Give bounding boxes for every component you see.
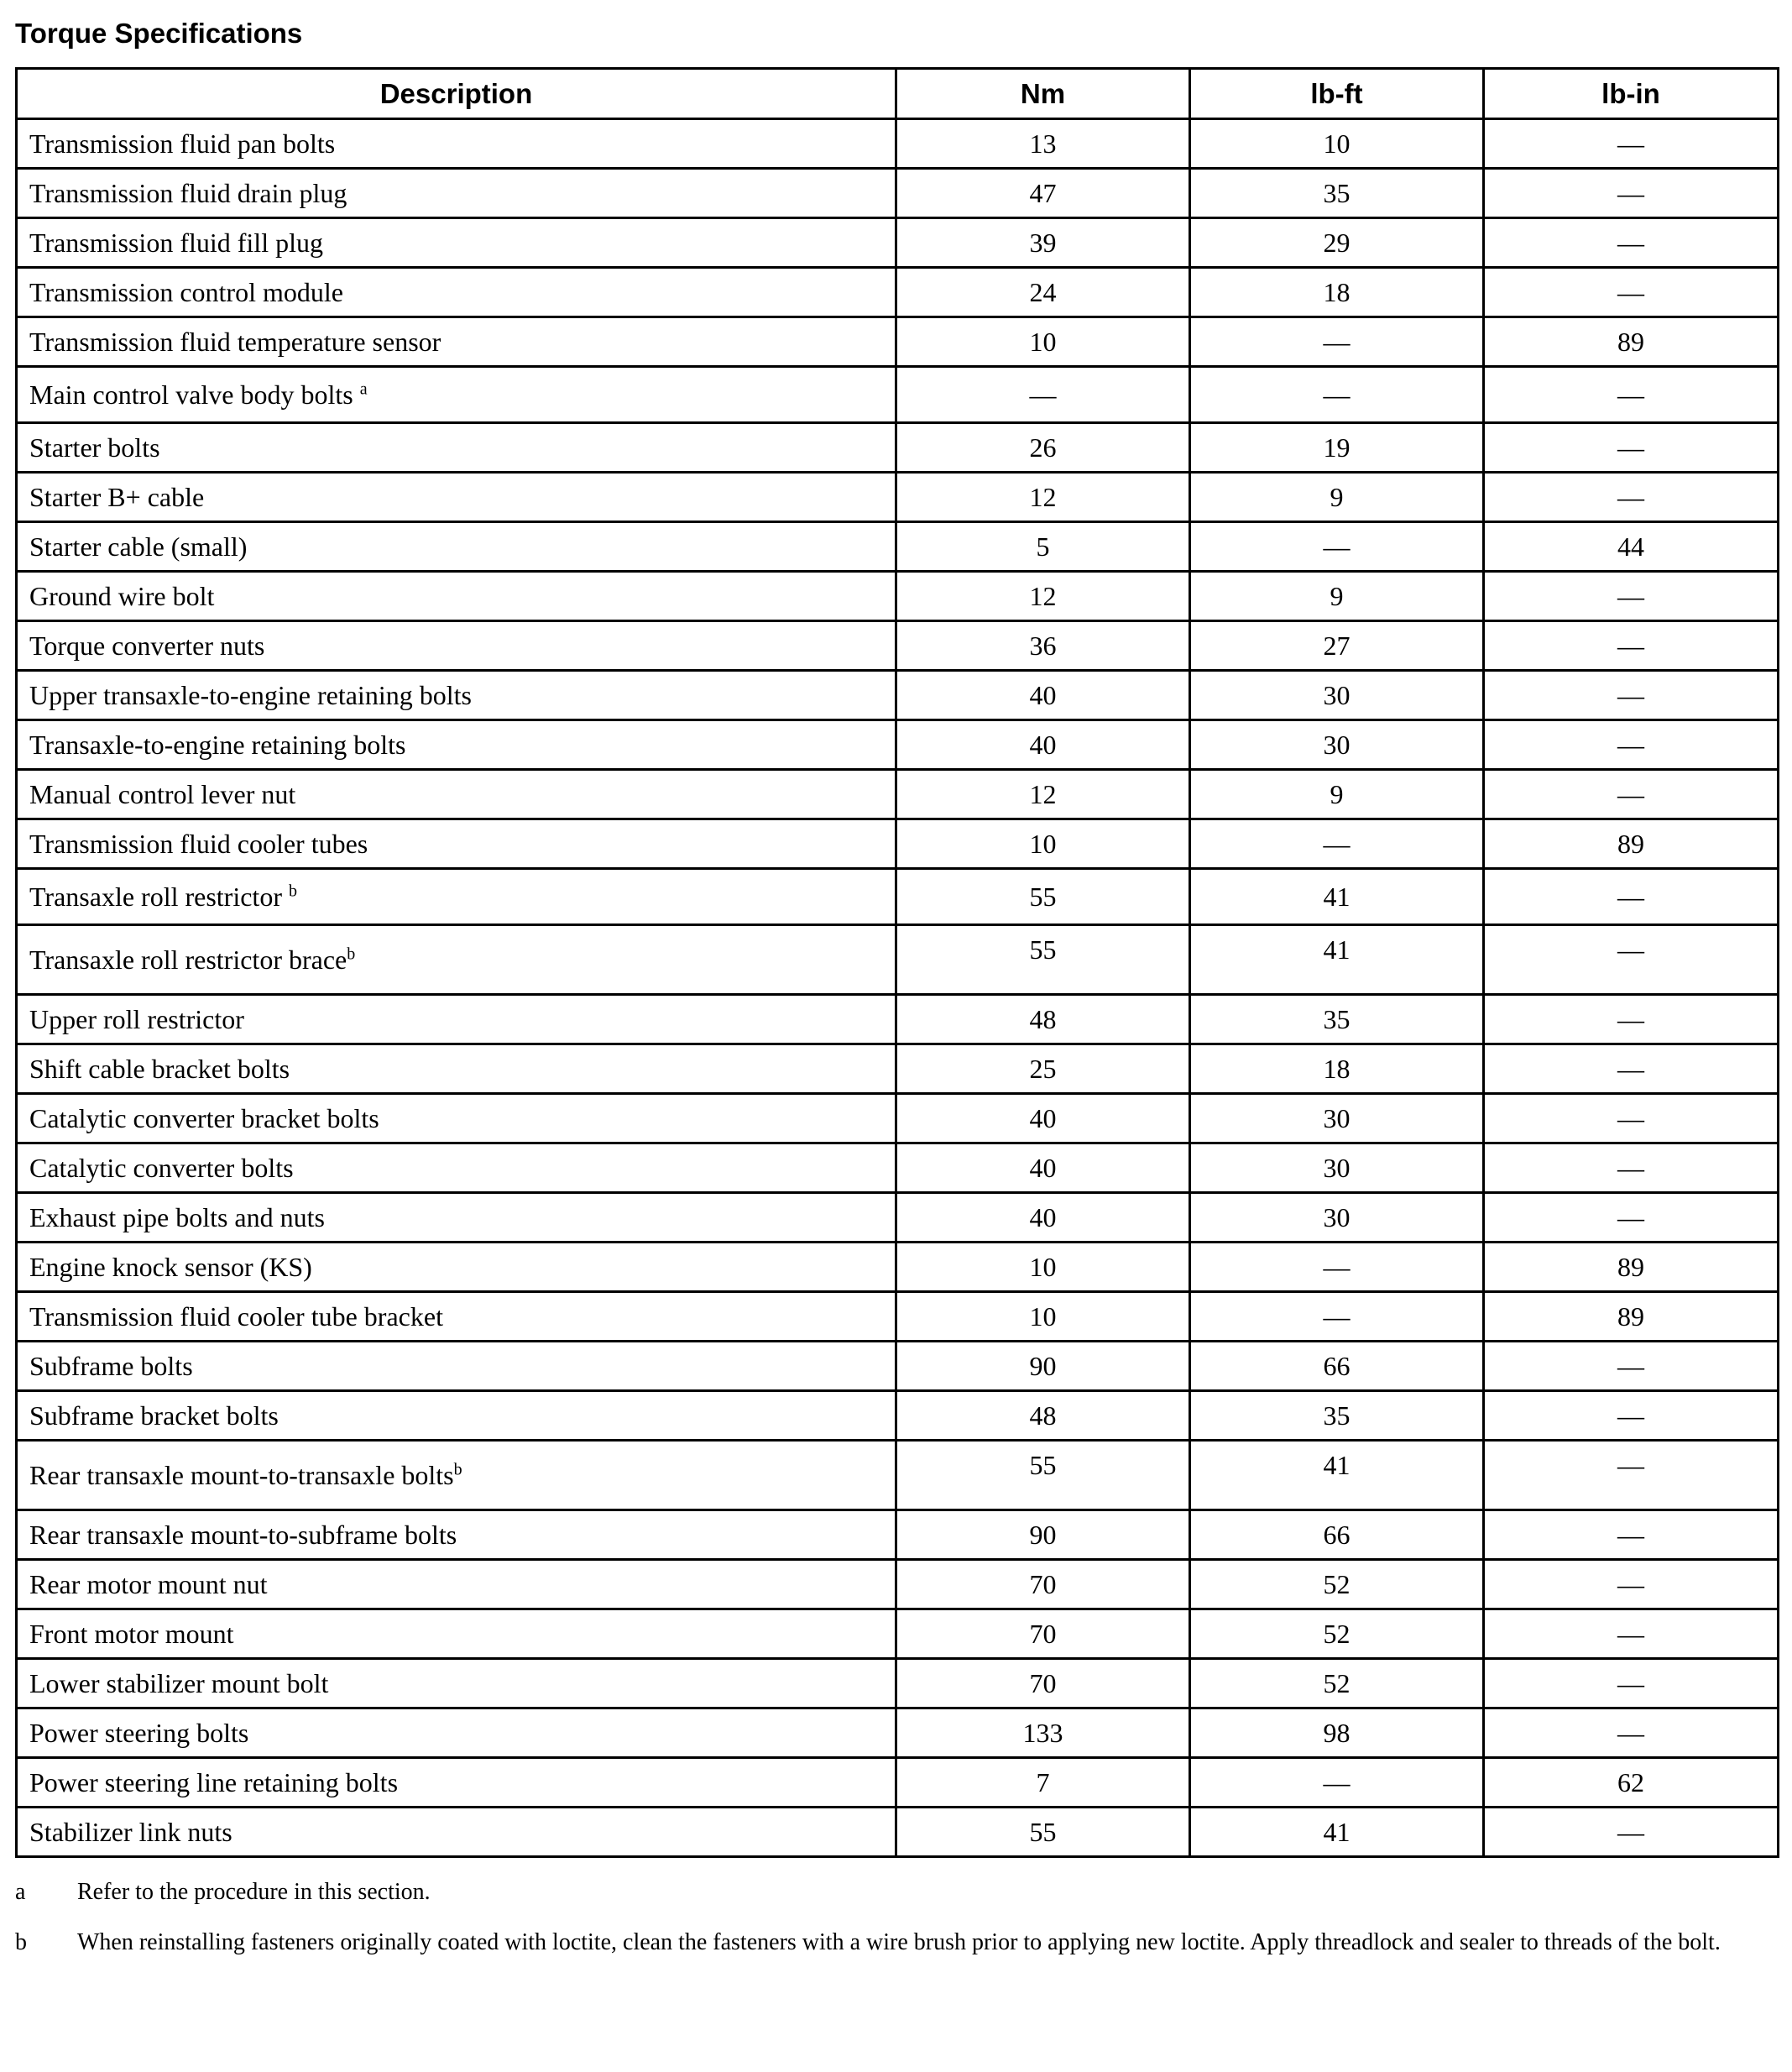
cell-description	[17, 317, 896, 367]
cell-description	[17, 869, 896, 925]
description-text: Transmission fluid cooler tubes	[29, 828, 368, 859]
cell-nm: 40	[896, 1193, 1190, 1243]
cell-lb-in: —	[1484, 621, 1779, 671]
table-row	[17, 218, 1779, 268]
table-row	[17, 869, 1779, 925]
table-row	[17, 770, 1779, 819]
cell-lb-ft: —	[1190, 819, 1484, 869]
cell-lb-ft: —	[1190, 522, 1484, 572]
table-row	[17, 1044, 1779, 1094]
cell-description	[17, 671, 896, 720]
description-text: Rear transaxle mount-to-transaxle bolts	[29, 1459, 454, 1490]
table-row	[17, 720, 1779, 770]
cell-lb-ft: —	[1190, 317, 1484, 367]
cell-nm: 48	[896, 995, 1190, 1044]
footnote-marker: b	[453, 1459, 462, 1478]
footnote-a	[15, 1878, 1778, 1907]
cell-lb-in: —	[1484, 869, 1779, 925]
cell-description	[17, 1758, 896, 1808]
table-row	[17, 1808, 1779, 1857]
cell-lb-in: —	[1484, 770, 1779, 819]
description-text: Starter bolts	[29, 432, 160, 463]
cell-lb-in: —	[1484, 1659, 1779, 1708]
table-body	[17, 119, 1779, 1857]
cell-lb-in: 62	[1484, 1758, 1779, 1808]
table-row	[17, 169, 1779, 218]
cell-nm: 70	[896, 1659, 1190, 1708]
cell-description	[17, 1342, 896, 1391]
cell-lb-ft: 41	[1190, 1441, 1484, 1510]
cell-lb-in: —	[1484, 473, 1779, 522]
cell-lb-ft: 52	[1190, 1560, 1484, 1609]
table-row	[17, 119, 1779, 169]
footnote-key: a	[15, 1879, 26, 1905]
cell-lb-in: 44	[1484, 522, 1779, 572]
cell-nm: 25	[896, 1044, 1190, 1094]
table-row	[17, 1193, 1779, 1243]
description-text: Lower stabilizer mount bolt	[29, 1667, 329, 1698]
cell-lb-ft: 10	[1190, 119, 1484, 169]
description-text: Front motor mount	[29, 1618, 234, 1649]
document-page	[15, 15, 1778, 1979]
cell-lb-ft: 52	[1190, 1659, 1484, 1708]
cell-nm: 40	[896, 1094, 1190, 1143]
description-text: Transmission fluid pan bolts	[29, 128, 336, 159]
table-row	[17, 317, 1779, 367]
cell-lb-in: —	[1484, 720, 1779, 770]
page-title: Torque Specifications	[15, 18, 303, 49]
cell-nm: 70	[896, 1560, 1190, 1609]
cell-lb-ft: 29	[1190, 218, 1484, 268]
cell-lb-in: —	[1484, 995, 1779, 1044]
description-text: Transmission fluid temperature sensor	[29, 326, 441, 357]
table-row	[17, 925, 1779, 995]
cell-lb-ft: —	[1190, 1243, 1484, 1292]
table-row	[17, 1342, 1779, 1391]
cell-description	[17, 1441, 896, 1510]
footnote-text: Refer to the procedure in this section.	[77, 1879, 431, 1905]
cell-nm: 40	[896, 1143, 1190, 1193]
footnote-marker: b	[347, 944, 356, 963]
cell-lb-in: —	[1484, 1441, 1779, 1510]
cell-lb-in: 89	[1484, 317, 1779, 367]
cell-lb-in: —	[1484, 268, 1779, 317]
cell-description	[17, 621, 896, 671]
cell-lb-in: —	[1484, 1560, 1779, 1609]
cell-description	[17, 1560, 896, 1609]
cell-description	[17, 1609, 896, 1659]
cell-description	[17, 119, 896, 169]
description-text: Exhaust pipe bolts and nuts	[29, 1201, 325, 1232]
description-text: Transmission control module	[29, 276, 343, 307]
footnotes	[15, 1878, 1778, 1957]
description-text: Main control valve body bolts	[29, 379, 360, 410]
cell-lb-ft: 18	[1190, 1044, 1484, 1094]
cell-lb-in: —	[1484, 925, 1779, 995]
cell-nm: 10	[896, 1243, 1190, 1292]
cell-lb-ft: 98	[1190, 1708, 1484, 1758]
description-text: Power steering bolts	[29, 1717, 249, 1748]
cell-lb-ft: 30	[1190, 1193, 1484, 1243]
cell-nm: 90	[896, 1342, 1190, 1391]
cell-lb-ft: 35	[1190, 169, 1484, 218]
cell-description	[17, 367, 896, 423]
cell-lb-ft: 19	[1190, 423, 1484, 473]
footnote-marker: b	[288, 881, 297, 900]
cell-lb-in: —	[1484, 367, 1779, 423]
description-text: Transaxle roll restrictor brace	[29, 944, 347, 975]
table-row	[17, 522, 1779, 572]
cell-nm: 55	[896, 925, 1190, 995]
description-text: Torque converter nuts	[29, 630, 265, 661]
cell-description	[17, 720, 896, 770]
cell-nm: 12	[896, 473, 1190, 522]
cell-description	[17, 1044, 896, 1094]
cell-lb-in: —	[1484, 572, 1779, 621]
cell-lb-ft: 35	[1190, 995, 1484, 1044]
cell-nm: 12	[896, 770, 1190, 819]
cell-description	[17, 1391, 896, 1441]
description-text: Catalytic converter bracket bolts	[29, 1102, 379, 1133]
description-text: Power steering line retaining bolts	[29, 1766, 399, 1797]
table-row	[17, 423, 1779, 473]
description-text: Transaxle roll restrictor	[29, 881, 289, 912]
cell-lb-ft: 9	[1190, 473, 1484, 522]
table-row	[17, 1510, 1779, 1560]
cell-lb-ft: —	[1190, 1758, 1484, 1808]
column-header-lb-in: lb-in	[1484, 69, 1779, 119]
description-text: Transaxle-to-engine retaining bolts	[29, 729, 406, 760]
cell-description	[17, 925, 896, 995]
cell-nm: 55	[896, 869, 1190, 925]
description-text: Engine knock sensor (KS)	[29, 1251, 312, 1282]
table-row	[17, 1441, 1779, 1510]
description-text: Subframe bolts	[29, 1350, 193, 1381]
cell-nm: 55	[896, 1808, 1190, 1857]
cell-nm: 5	[896, 522, 1190, 572]
cell-lb-in: —	[1484, 671, 1779, 720]
cell-nm: 26	[896, 423, 1190, 473]
description-text: Rear transaxle mount-to-subframe bolts	[29, 1519, 457, 1550]
cell-description	[17, 169, 896, 218]
cell-lb-in: —	[1484, 1044, 1779, 1094]
cell-description	[17, 1094, 896, 1143]
cell-lb-ft: 41	[1190, 925, 1484, 995]
cell-lb-ft: 66	[1190, 1510, 1484, 1560]
table-row	[17, 1560, 1779, 1609]
cell-lb-ft: 41	[1190, 869, 1484, 925]
description-text: Starter cable (small)	[29, 531, 248, 562]
footnote-b	[15, 1928, 1778, 1957]
torque-spec-table	[15, 67, 1779, 1858]
table-row	[17, 268, 1779, 317]
description-text: Stabilizer link nuts	[29, 1816, 232, 1847]
cell-nm: 55	[896, 1441, 1190, 1510]
cell-lb-ft: 35	[1190, 1391, 1484, 1441]
cell-lb-ft: 52	[1190, 1609, 1484, 1659]
cell-nm: 133	[896, 1708, 1190, 1758]
cell-lb-ft: —	[1190, 367, 1484, 423]
cell-lb-in: —	[1484, 119, 1779, 169]
cell-lb-in: —	[1484, 1193, 1779, 1243]
description-text: Transmission fluid cooler tube bracket	[29, 1300, 443, 1332]
table-row	[17, 473, 1779, 522]
cell-lb-ft: 9	[1190, 572, 1484, 621]
footnote-key: b	[15, 1929, 27, 1955]
column-header-description: Description	[17, 69, 896, 119]
description-text: Transmission fluid drain plug	[29, 177, 347, 208]
cell-nm: 90	[896, 1510, 1190, 1560]
table-row	[17, 1758, 1779, 1808]
cell-lb-in: —	[1484, 1342, 1779, 1391]
cell-description	[17, 1193, 896, 1243]
cell-description	[17, 423, 896, 473]
description-text: Ground wire bolt	[29, 580, 215, 611]
table-row	[17, 1659, 1779, 1708]
cell-lb-ft: 18	[1190, 268, 1484, 317]
table-row	[17, 1243, 1779, 1292]
cell-description	[17, 1708, 896, 1758]
cell-nm: 39	[896, 218, 1190, 268]
table-row	[17, 671, 1779, 720]
table-row	[17, 995, 1779, 1044]
cell-nm: 48	[896, 1391, 1190, 1441]
cell-lb-in: —	[1484, 423, 1779, 473]
description-text: Subframe bracket bolts	[29, 1400, 279, 1431]
cell-description	[17, 572, 896, 621]
cell-nm: 12	[896, 572, 1190, 621]
cell-nm: 47	[896, 169, 1190, 218]
description-text: Transmission fluid fill plug	[29, 227, 323, 258]
table-row	[17, 1292, 1779, 1342]
cell-nm: 40	[896, 671, 1190, 720]
description-text: Catalytic converter bolts	[29, 1152, 294, 1183]
cell-lb-ft: 30	[1190, 720, 1484, 770]
cell-lb-ft: —	[1190, 1292, 1484, 1342]
cell-description	[17, 522, 896, 572]
table-row	[17, 1609, 1779, 1659]
cell-lb-in: —	[1484, 1808, 1779, 1857]
cell-lb-ft: 30	[1190, 671, 1484, 720]
table-row	[17, 367, 1779, 423]
cell-lb-ft: 30	[1190, 1143, 1484, 1193]
cell-lb-in: —	[1484, 1609, 1779, 1659]
table-row	[17, 1708, 1779, 1758]
cell-nm: 10	[896, 317, 1190, 367]
cell-nm: —	[896, 367, 1190, 423]
cell-description	[17, 1243, 896, 1292]
cell-lb-in: 89	[1484, 819, 1779, 869]
description-text: Starter B+ cable	[29, 481, 205, 512]
cell-description	[17, 819, 896, 869]
description-text: Upper transaxle-to-engine retaining bolts	[29, 679, 472, 710]
table-row	[17, 1143, 1779, 1193]
cell-lb-in: —	[1484, 1510, 1779, 1560]
cell-description	[17, 770, 896, 819]
cell-lb-ft: 41	[1190, 1808, 1484, 1857]
cell-lb-in: —	[1484, 1094, 1779, 1143]
cell-nm: 7	[896, 1758, 1190, 1808]
cell-description	[17, 268, 896, 317]
description-text: Rear motor mount nut	[29, 1568, 268, 1599]
column-header-nm: Nm	[896, 69, 1190, 119]
cell-lb-ft: 27	[1190, 621, 1484, 671]
cell-nm: 70	[896, 1609, 1190, 1659]
cell-description	[17, 1510, 896, 1560]
table-header-row	[17, 69, 1779, 119]
cell-description	[17, 218, 896, 268]
column-header-lb-ft: lb-ft	[1190, 69, 1484, 119]
cell-lb-in: 89	[1484, 1292, 1779, 1342]
cell-description	[17, 1143, 896, 1193]
cell-lb-in: —	[1484, 1391, 1779, 1441]
footnote-marker: a	[359, 379, 368, 398]
cell-lb-in: 89	[1484, 1243, 1779, 1292]
cell-lb-in: —	[1484, 218, 1779, 268]
table-row	[17, 572, 1779, 621]
cell-description	[17, 1808, 896, 1857]
cell-lb-in: —	[1484, 169, 1779, 218]
cell-nm: 40	[896, 720, 1190, 770]
table-row	[17, 1094, 1779, 1143]
footnote-text: When reinstalling fasteners originally coated with loctite, clean the fasteners with a wire brush prior to applying new loctite. Apply threadlock and sealer to threads of the bolt.	[77, 1929, 1721, 1955]
table-row	[17, 819, 1779, 869]
cell-nm: 10	[896, 819, 1190, 869]
cell-lb-in: —	[1484, 1143, 1779, 1193]
description-text: Manual control lever nut	[29, 778, 296, 809]
cell-description	[17, 1292, 896, 1342]
cell-nm: 24	[896, 268, 1190, 317]
cell-lb-ft: 30	[1190, 1094, 1484, 1143]
cell-lb-ft: 66	[1190, 1342, 1484, 1391]
cell-nm: 36	[896, 621, 1190, 671]
description-text: Upper roll restrictor	[29, 1003, 244, 1034]
cell-description	[17, 473, 896, 522]
table-row	[17, 621, 1779, 671]
cell-description	[17, 1659, 896, 1708]
cell-nm: 10	[896, 1292, 1190, 1342]
cell-description	[17, 995, 896, 1044]
cell-lb-in: —	[1484, 1708, 1779, 1758]
cell-nm: 13	[896, 119, 1190, 169]
cell-lb-ft: 9	[1190, 770, 1484, 819]
table-row	[17, 1391, 1779, 1441]
description-text: Shift cable bracket bolts	[29, 1053, 290, 1084]
